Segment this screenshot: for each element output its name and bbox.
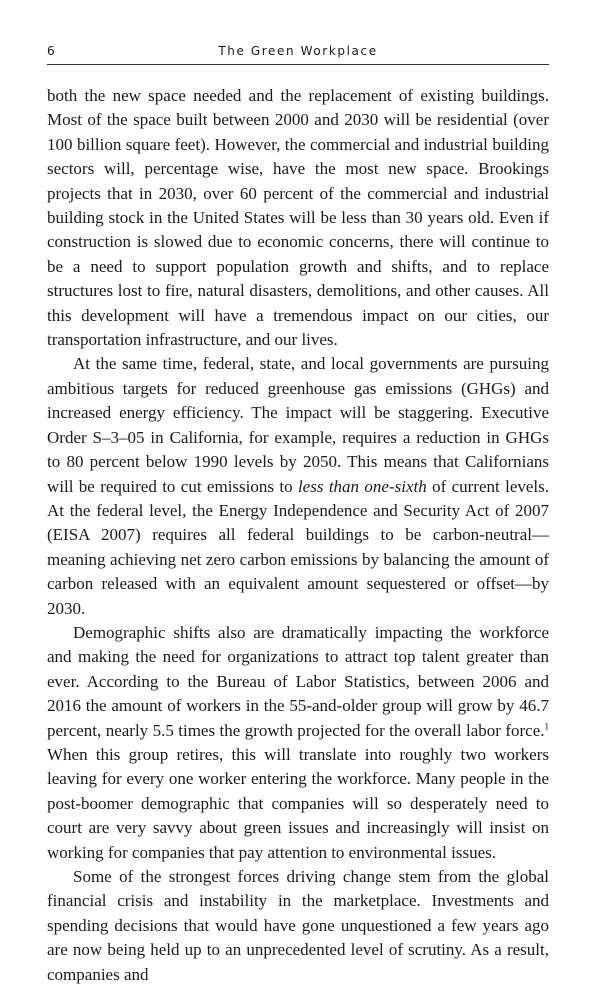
paragraph-2-emphasis: less than one-sixth [297, 476, 427, 496]
paragraph-2 [47, 352, 549, 620]
paragraph-2-text-a: At the same time, federal, state, and local governments are pursuing ambitious targets for reduced greenhouse gas emissions (GHGs) and increased energy efficiency. The impact will be staggering. Executive Order S–3–05 in California, for example, requires a reduction in GHGs to 80 percent below 1990 levels by 2050. This means that Californians will be required to cut emissions to [47, 354, 549, 496]
paragraph-2-text-b: of current levels. At the federal level, the Energy Independence and Security Act of 2007 (EISA 2007) requires all federal buildings to be carbon-neutral—meaning achieving net zero carbon emissions by balancing the amount of carbon released with an equivalent amount sequestered or offset—by 2030. [47, 476, 550, 618]
paragraph-4: Some of the strongest forces driving change stem from the global financial crisis and instability in the marketplace. Investments and spending decisions that would have gone unquestioned a few years ago are now being held up to an unprecedented level of scrutiny. As a result, companies and [47, 867, 549, 984]
page-header [47, 42, 549, 65]
running-head: The Green Workplace [218, 44, 378, 58]
page-number: 6 [47, 44, 56, 58]
paragraph-3-text-b: When this group retires, this will translate into roughly two workers leaving for every one worker entering the workforce. Many people in the post-boomer demographic that companies will so desperately need to court are very savvy about green issues and increasingly will insist on working for companies that pay attention to environmental issues. [47, 744, 549, 862]
paragraph-3-text-a: Demographic shifts also are dramatically impacting the workforce and making the need for organizations to attract top talent greater than ever. According to the Bureau of Labor Statistics, between 2006 and 2016 the amount of workers in the 55-and-older group will grow by 46.7 percent, nearly 5.5 times the growth projected for the overall labor force. [47, 622, 549, 740]
body-text [47, 84, 549, 987]
paragraph-1: both the new space needed and the replacement of existing buildings. Most of the space built between 2000 and 2030 will be residential (over 100 billion square feet). However, the commercial and industrial building sectors will, percentage wise, have the most new space. Brookings projects that in 2030, over 60 percent of the commercial and industrial building stock in the United States will be less than 30 years old. Even if construction is slowed due to economic concerns, there will continue to be a need to support population growth and shifts, and to replace structures lost to fire, natural disasters, demolitions, and other causes. All this development will have a tremendous impact on our cities, our transportation infrastructure, and our lives. [47, 86, 549, 350]
footnote-reference: 1 [544, 720, 549, 731]
paragraph-3 [47, 621, 549, 865]
